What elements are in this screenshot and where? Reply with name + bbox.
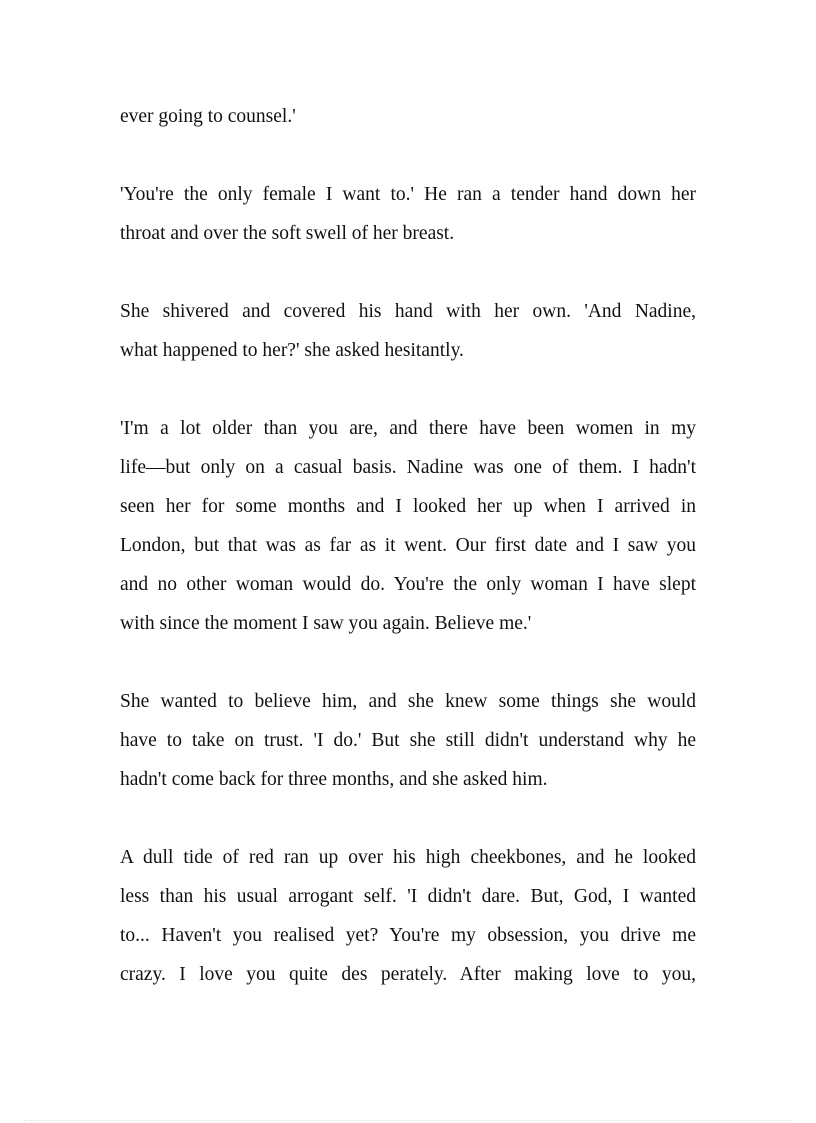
text-line: A dull tide of red ran up over his high cheekbones, and he looked (120, 847, 696, 868)
page-bottom-divider (24, 1120, 792, 1121)
paragraph-6 (120, 838, 696, 994)
text-line: with since the moment I saw you again. Believe me.' (120, 613, 532, 634)
text-line: 'I'm a lot older than you are, and there have been women in my (120, 418, 696, 439)
paragraph-4 (120, 409, 696, 643)
text-line: life—but only on a casual basis. Nadine was one of them. I hadn't (120, 457, 696, 478)
text-line: London, but that was as far as it went. Our first date and I saw you (120, 535, 696, 556)
paragraph-2 (120, 175, 696, 253)
text-line: ever going to counsel.' (120, 106, 296, 127)
body-text (120, 97, 696, 1033)
paragraph-1 (120, 97, 696, 136)
text-line: 'You're the only female I want to.' He ran a tender hand down her (120, 184, 696, 205)
text-line: She wanted to believe him, and she knew some things she would (120, 691, 696, 712)
text-line: She shivered and covered his hand with her own. 'And Nadine, (120, 301, 696, 322)
paragraph-5 (120, 682, 696, 799)
text-line: have to take on trust. 'I do.' But she still didn't understand why he (120, 730, 696, 751)
paragraph-3 (120, 292, 696, 370)
text-line: throat and over the soft swell of her breast. (120, 223, 455, 244)
text-line: what happened to her?' she asked hesitantly. (120, 340, 464, 361)
text-line: less than his usual arrogant self. 'I didn't dare. But, God, I wanted (120, 886, 696, 907)
text-line: to... Haven't you realised yet? You're my obsession, you drive me (120, 925, 696, 946)
text-line: and no other woman would do. You're the only woman I have slept (120, 574, 696, 595)
text-line: hadn't come back for three months, and she asked him. (120, 769, 548, 790)
text-line: seen her for some months and I looked her up when I arrived in (120, 496, 696, 517)
text-line: crazy. I love you quite des perately. After making love to you, (120, 964, 696, 985)
